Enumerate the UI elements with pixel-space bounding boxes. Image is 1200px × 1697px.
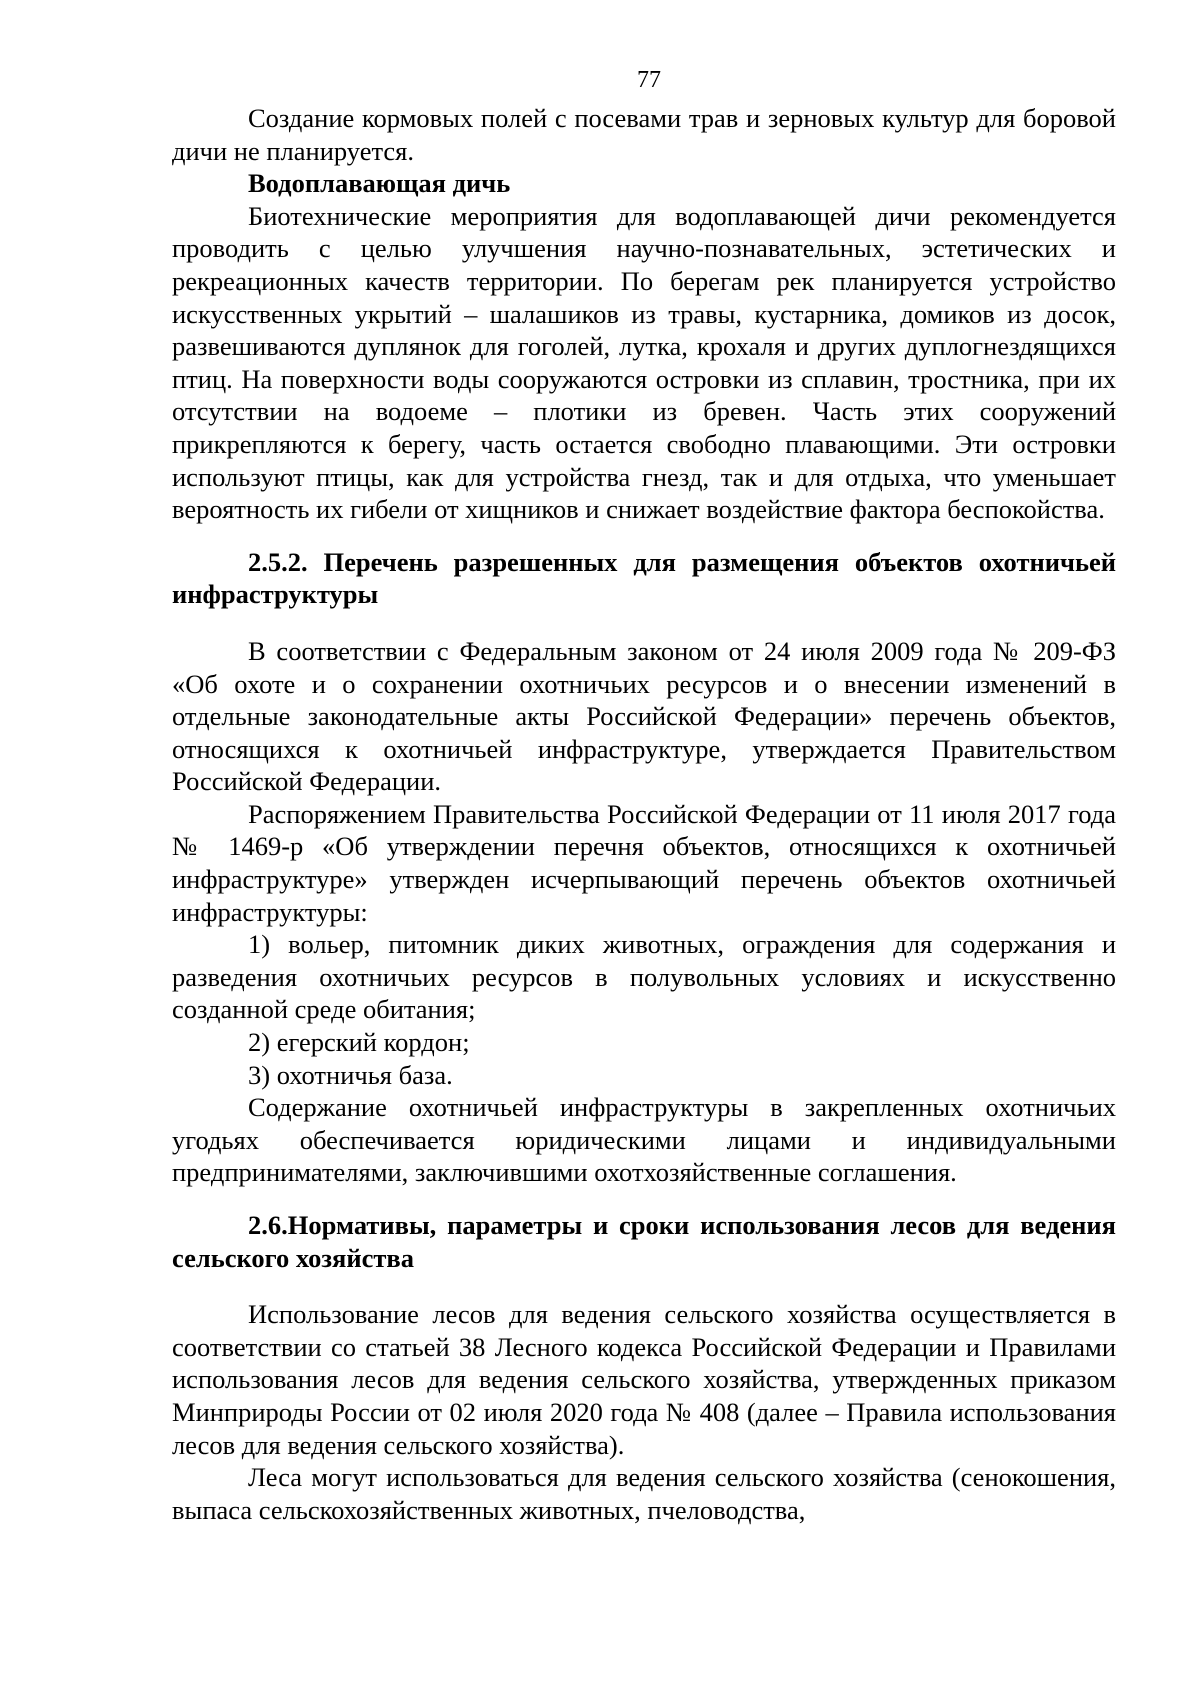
list-item-hunting-base: 3) охотничья база. bbox=[248, 1059, 453, 1090]
paragraph-forest-agriculture-types: Леса могут использоваться для ведения сельского хозяйства (сенокошения, выпаса сельскохозяйственных животных, пчеловодства, bbox=[172, 1462, 1116, 1525]
subheading-waterfowl: Водоплавающая дичь bbox=[248, 168, 511, 199]
paragraph-waterfowl-measures: Биотехнические мероприятия для водоплавающей дичи рекомендуется проводить с целью улучшения научно-познавательных, эстетических и рекреационных качеств территории. По берегам рек планируется устройство искусственных укрытий – шалашиков из травы, кустарника, домиков из досок, развешиваются дуплянок для гоголей, лутка, крохаля и других дуплогнездящихся птиц. На поверхности воды сооружаются островки из сплавин, тростника, при их отсутствии на водоеме – плотики из бревен. Часть этих сооружений прикрепляются к берегу, часть остается свободно плавающими. Эти островки используют птицы, как для устройства гнезд, так и для отдыха, что уменьшает вероятность их гибели от хищников и снижает воздействие фактора беспокойства. bbox=[172, 200, 1116, 525]
paragraph-federal-law: В соответствии с Федеральным законом от 24 июля 2009 года № 209-ФЗ «Об охоте и о сохранении охотничьих ресурсов и о внесении изменений в отдельные законодательные акты Российской Федерации» перечень объектов, относящихся к охотничьей инфраструктуре, утверждается Правительством Российской Федерации. bbox=[172, 635, 1116, 797]
list-item-enclosure: 1) вольер, питомник диких животных, ограждения для содержания и разведения охотничьих ресурсов в полувольных условиях и искусственно созданной среде обитания; bbox=[172, 929, 1116, 1025]
paragraph-infrastructure-maintenance: Содержание охотничьей инфраструктуры в закрепленных охотничьих угодьях обеспечивается юридическими лицами и индивидуальными предпринимателями, заключившими охотхозяйственные соглашения. bbox=[172, 1092, 1116, 1188]
section-heading-2-5-2: 2.5.2. Перечень разрешенных для размещения объектов охотничьей инфраструктуры bbox=[172, 546, 1116, 610]
paragraph-feed-fields: Создание кормовых полей с посевами трав и зерновых культур для боровой дичи не планируется. bbox=[172, 103, 1116, 166]
paragraph-government-order: Распоряжением Правительства Российской Федерации от 11 июля 2017 года № 1469-р «Об утверждении перечня объектов, относящихся к охотничьей инфраструктуре» утвержден исчерпывающий перечень объектов охотничьей инфраструктуры: bbox=[172, 798, 1116, 927]
page-number: 77 bbox=[637, 67, 661, 93]
list-item-ranger-cordon: 2) егерский кордон; bbox=[248, 1027, 470, 1058]
document-page bbox=[172, 66, 1116, 1526]
paragraph-forest-use-agriculture: Использование лесов для ведения сельского хозяйства осуществляется в соответствии со статьей 38 Лесного кодекса Российской Федерации и Правилами использования лесов для ведения сельского хозяйства, утвержденных приказом Минприроды России от 02 июля 2020 года № 408 (далее – Правила использования лесов для ведения сельского хозяйства). bbox=[172, 1299, 1116, 1460]
section-heading-2-6: 2.6.Нормативы, параметры и сроки использования лесов для ведения сельского хозяйства bbox=[172, 1210, 1116, 1273]
